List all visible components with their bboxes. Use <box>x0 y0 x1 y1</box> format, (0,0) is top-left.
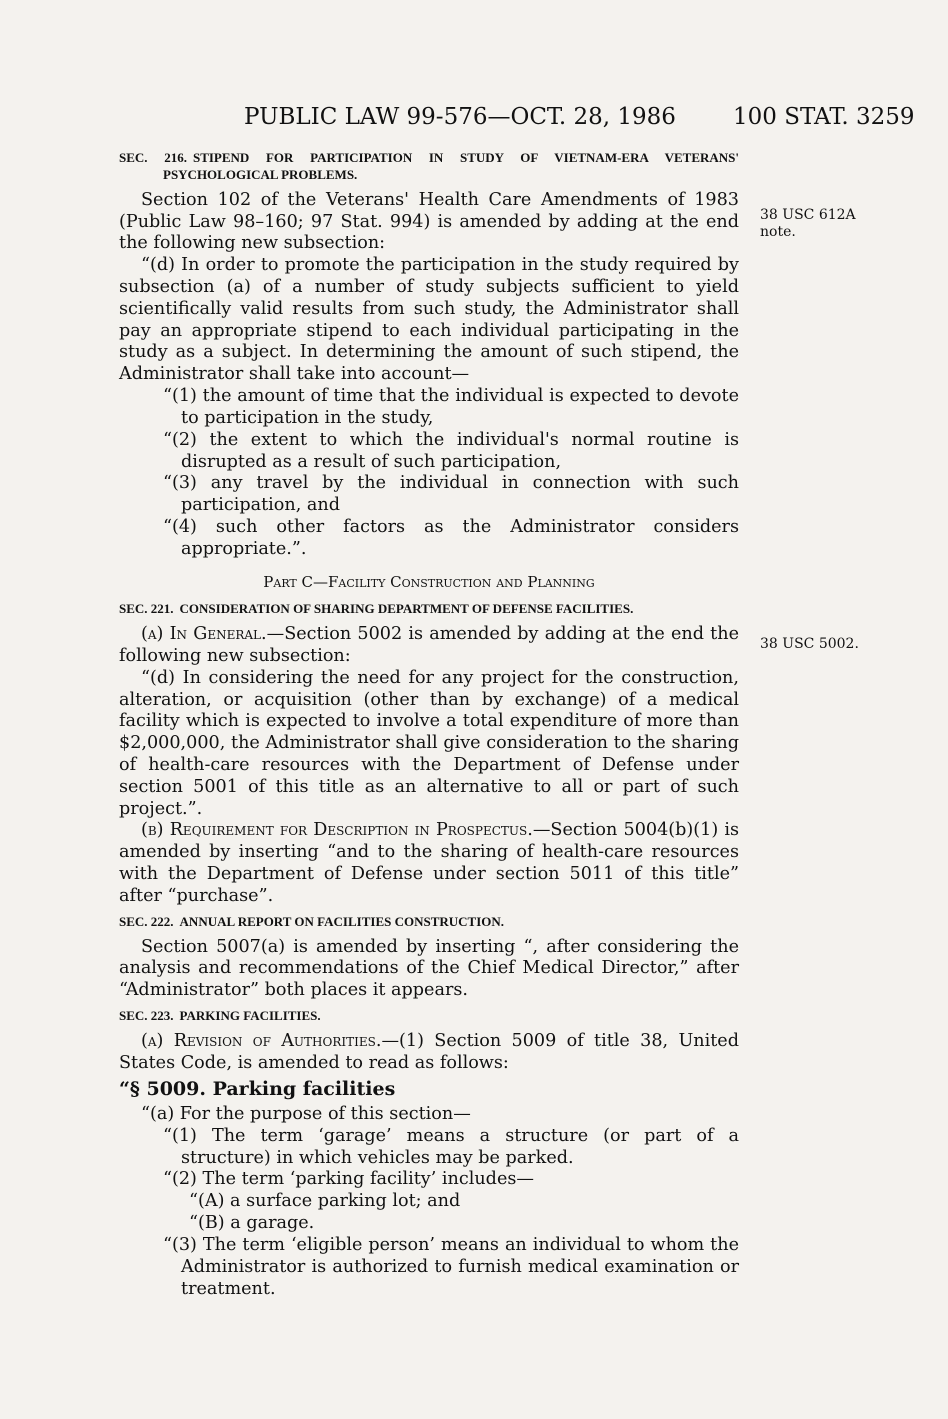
section-216-heading <box>119 150 739 184</box>
section-221-title: CONSIDERATION OF SHARING DEPARTMENT OF DEFENSE FACILITIES. <box>179 601 634 617</box>
section-221-b-label: (b) Requirement for Description in Prospectus. <box>141 820 533 841</box>
section-223-a-label: (a) Revision of Authorities. <box>141 1030 382 1051</box>
section-5009-def-2b: “(B) a garage. <box>189 1213 315 1234</box>
section-221-heading <box>119 601 739 618</box>
section-221-a-label: (a) In General. <box>141 624 267 645</box>
section-216-subsection-d: “(d) In order to promote the participation in the study required by subsection (a) of a number of study subjects sufficient to yield scientifically valid results from such study, the Administrator shall pay an appropriate stipend to each individual participating in the study as a subject. In determining the amount of such stipend, the Administrator shall take into account— <box>119 255 739 385</box>
section-223-subsection-a <box>119 1031 739 1075</box>
section-223-heading <box>119 1008 739 1025</box>
section-222-heading <box>119 914 739 931</box>
section-221-subsection-a <box>119 624 739 668</box>
section-221-a-text: —Section 5002 is amended by adding at the end the following new subsection: <box>119 624 740 666</box>
section-216-item-2: “(2) the extent to which the individual's normal routine is disrupted as a result of such participation, <box>163 429 739 472</box>
section-222-body: Section 5007(a) is amended by inserting “, after considering the analysis and recommendations of the Chief Medical Director,” after “Administrator” both places it appears. <box>119 936 739 1001</box>
page-title: PUBLIC LAW 99-576—OCT. 28, 1986 <box>244 104 676 130</box>
document-body <box>119 150 739 1300</box>
section-5009-def-2: “(2) The term ‘parking facility’ includes— <box>163 1169 534 1190</box>
section-5009-def-3: “(3) The term ‘eligible person’ means an individual to whom the Administrator is authorized to furnish medical examination or treatment. <box>163 1234 739 1299</box>
margin-note-usc-612a: 38 USC 612A note. <box>760 207 856 240</box>
page-header <box>0 104 948 136</box>
section-216-item-1: “(1) the amount of time that the individual is expected to devote to participation in the study, <box>163 386 739 428</box>
section-216-number: SEC. 216. <box>119 150 187 165</box>
section-216-item-4: “(4) such other factors as the Administrator considers appropriate.”. <box>163 516 739 559</box>
section-223-a-text: —(1) Section 5009 of title 38, United States Code, is amended to read as follows: <box>119 1030 739 1073</box>
section-221-subsection-b <box>119 820 739 907</box>
part-c-heading: Part C—Facility Construction and Planning <box>263 572 595 591</box>
section-221-b-text: —Section 5004(b)(1) is amended by inserting “and to the sharing of health-care resources with the Department of Defense under section 5011 of this title” after “purchase”. <box>119 820 739 906</box>
section-5009-def-1: “(1) The term ‘garage’ means a structure (or part of a structure) in which vehicles may be parked. <box>163 1125 739 1168</box>
section-216-intro: Section 102 of the Veterans' Health Care Amendments of 1983 (Public Law 98–160; 97 Stat. 994) is amended by adding at the end the following new subsection: <box>119 189 739 254</box>
margin-note-usc-5002: 38 USC 5002. <box>760 636 859 652</box>
section-216-title: STIPEND FOR PARTICIPATION IN STUDY OF VIETNAM-ERA VETERANS' PSYCHOLOGICAL PROBLEMS. <box>163 150 739 182</box>
section-223-number: SEC. 223. <box>119 1007 174 1023</box>
section-5009-purpose: “(a) For the purpose of this section— <box>141 1104 471 1125</box>
stat-citation: 100 STAT. 3259 <box>733 104 915 130</box>
section-216-item-3: “(3) any travel by the individual in connection with such participation, and <box>163 473 739 516</box>
section-5009-title: “§ 5009. Parking facilities <box>119 1078 396 1101</box>
section-222-number: SEC. 222. <box>119 913 174 929</box>
section-223-title: PARKING FACILITIES. <box>179 1007 321 1023</box>
section-221-subsection-d: “(d) In considering the need for any project for the construction, alteration, or acquisition (other than by exchange) of a medical facility which is expected to involve a total expenditure of more than $2,000,000, the Administrator shall give consideration to the sharing of health-care resources with the Department of Defense under section 5001 of this title as an alternative to all or part of such project.”. <box>119 667 739 819</box>
section-222-title: ANNUAL REPORT ON FACILITIES CONSTRUCTION. <box>179 913 505 929</box>
section-5009-def-2a: “(A) a surface parking lot; and <box>189 1191 461 1212</box>
section-221-number: SEC. 221. <box>119 601 174 617</box>
